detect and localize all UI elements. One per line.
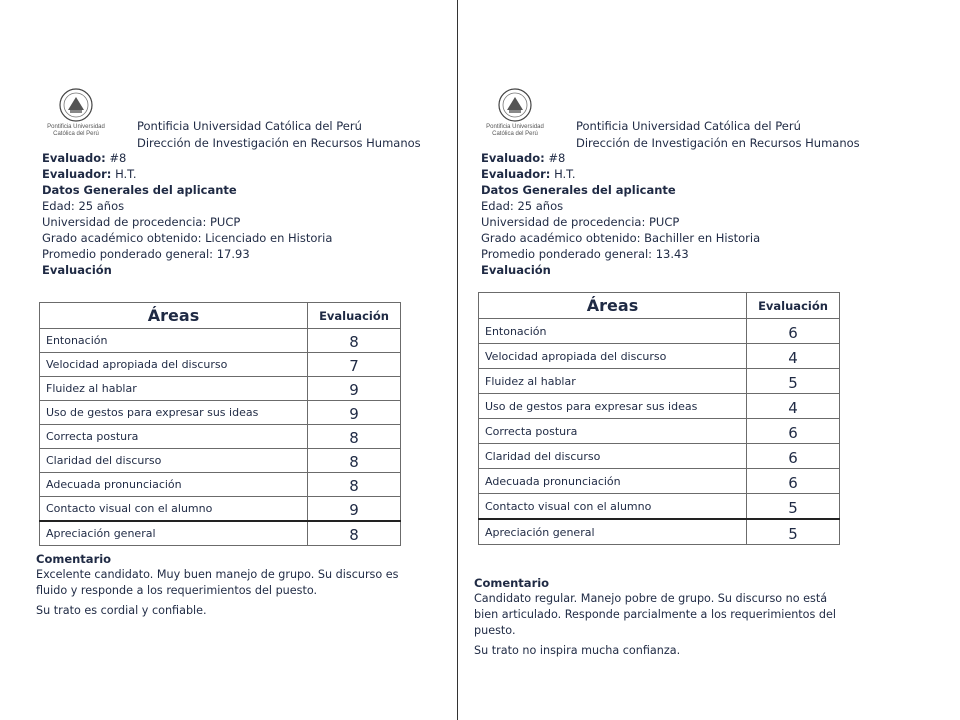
universidad: Universidad de procedencia: PUCP [481, 215, 680, 229]
area-score: 5 [747, 494, 840, 520]
logo-caption: Pontificia Universidad Católica del Perú [47, 124, 105, 137]
institution-department: Dirección de Investigación en Recursos Humanos [137, 136, 421, 150]
university-logo [476, 88, 554, 154]
institution-name: Pontificia Universidad Católica del Perú [137, 119, 362, 133]
area-score: 8 [308, 449, 401, 473]
institution-header [137, 118, 421, 152]
table-row-final [479, 519, 840, 545]
evaluation-sheet-left [0, 0, 440, 720]
evaluado-value: #8 [548, 151, 566, 165]
table-row [479, 319, 840, 344]
area-score: 6 [747, 469, 840, 494]
area-name: Fluidez al hablar [40, 377, 308, 401]
evaluador-label: Evaluador: [42, 167, 112, 181]
evaluacion-title: Evaluación [42, 263, 112, 277]
datos-title: Datos Generales del aplicante [42, 183, 237, 197]
evaluation-table [478, 292, 840, 545]
area-score: 7 [308, 353, 401, 377]
header-areas: Áreas [40, 303, 308, 329]
edad: Edad: 25 años [42, 199, 125, 213]
institution-name: Pontificia Universidad Católica del Perú [576, 119, 801, 133]
table-row [40, 497, 401, 522]
area-score: 8 [308, 329, 401, 353]
area-name: Apreciación general [479, 519, 747, 545]
table-header-row [40, 303, 401, 329]
evaluado-label: Evaluado: [42, 151, 106, 165]
comment-body: Candidato regular. Manejo pobre de grupo. Su discurso no está bien articulado. Responde parcialmente a los requerimientos del puesto. [474, 592, 837, 637]
table-row [479, 344, 840, 369]
datos-title: Datos Generales del aplicante [481, 183, 676, 197]
area-score: 6 [747, 419, 840, 444]
area-score: 9 [308, 401, 401, 425]
area-score: 4 [747, 394, 840, 419]
table-row-final [40, 521, 401, 546]
area-name: Correcta postura [40, 425, 308, 449]
table-row [479, 419, 840, 444]
evaluation-table [39, 302, 401, 546]
area-score: 9 [308, 497, 401, 522]
area-score: 5 [747, 369, 840, 394]
area-name: Contacto visual con el alumno [40, 497, 308, 522]
promedio: Promedio ponderado general: 13.43 [481, 247, 689, 261]
institution-header [576, 118, 860, 152]
university-logo [37, 88, 115, 154]
area-name: Claridad del discurso [479, 444, 747, 469]
table-row [40, 401, 401, 425]
header-evaluacion: Evaluación [747, 293, 840, 319]
area-score: 8 [308, 425, 401, 449]
area-name: Velocidad apropiada del discurso [40, 353, 308, 377]
institution-department: Dirección de Investigación en Recursos Humanos [576, 136, 860, 150]
comment-extra: Su trato es cordial y confiable. [36, 604, 207, 617]
area-name: Contacto visual con el alumno [479, 494, 747, 520]
comment-section [36, 551, 406, 619]
table-row [40, 473, 401, 497]
table-row [40, 449, 401, 473]
area-score: 5 [747, 519, 840, 545]
table-row [479, 469, 840, 494]
grado: Grado académico obtenido: Bachiller en Historia [481, 231, 761, 245]
table-row [479, 494, 840, 520]
evaluado-label: Evaluado: [481, 151, 545, 165]
area-name: Adecuada pronunciación [40, 473, 308, 497]
edad: Edad: 25 años [481, 199, 564, 213]
evaluador-value: H.T. [115, 167, 137, 181]
area-name: Correcta postura [479, 419, 747, 444]
area-score: 4 [747, 344, 840, 369]
comment-title: Comentario [474, 576, 550, 590]
table-row [479, 394, 840, 419]
applicant-info [481, 150, 760, 278]
comment-extra: Su trato no inspira mucha confianza. [474, 644, 681, 657]
header-areas: Áreas [479, 293, 747, 319]
area-name: Adecuada pronunciación [479, 469, 747, 494]
area-name: Fluidez al hablar [479, 369, 747, 394]
table-header-row [479, 293, 840, 319]
area-name: Uso de gestos para expresar sus ideas [479, 394, 747, 419]
evaluacion-title: Evaluación [481, 263, 551, 277]
comment-body: Excelente candidato. Muy buen manejo de grupo. Su discurso es fluido y responde a los requerimientos del puesto. [36, 568, 399, 597]
table-row [40, 353, 401, 377]
universidad: Universidad de procedencia: PUCP [42, 215, 241, 229]
table-row [479, 369, 840, 394]
evaluador-value: H.T. [554, 167, 576, 181]
header-evaluacion: Evaluación [308, 303, 401, 329]
area-name: Apreciación general [40, 521, 308, 546]
logo-caption: Pontificia Universidad Católica del Perú [486, 124, 544, 137]
table-row [479, 444, 840, 469]
promedio: Promedio ponderado general: 17.93 [42, 247, 250, 261]
area-score: 8 [308, 521, 401, 546]
evaluation-sheet-right [440, 0, 880, 720]
area-score: 9 [308, 377, 401, 401]
evaluador-label: Evaluador: [481, 167, 551, 181]
area-name: Velocidad apropiada del discurso [479, 344, 747, 369]
table-row [40, 377, 401, 401]
area-name: Entonación [40, 329, 308, 353]
area-score: 6 [747, 319, 840, 344]
university-seal-icon [37, 88, 115, 124]
area-name: Entonación [479, 319, 747, 344]
area-score: 6 [747, 444, 840, 469]
applicant-info [42, 150, 332, 278]
area-score: 8 [308, 473, 401, 497]
table-row [40, 329, 401, 353]
grado: Grado académico obtenido: Licenciado en Historia [42, 231, 333, 245]
evaluado-value: #8 [109, 151, 127, 165]
university-seal-icon [476, 88, 554, 124]
area-name: Uso de gestos para expresar sus ideas [40, 401, 308, 425]
table-row [40, 425, 401, 449]
comment-title: Comentario [36, 552, 112, 566]
comment-section [474, 575, 854, 659]
area-name: Claridad del discurso [40, 449, 308, 473]
